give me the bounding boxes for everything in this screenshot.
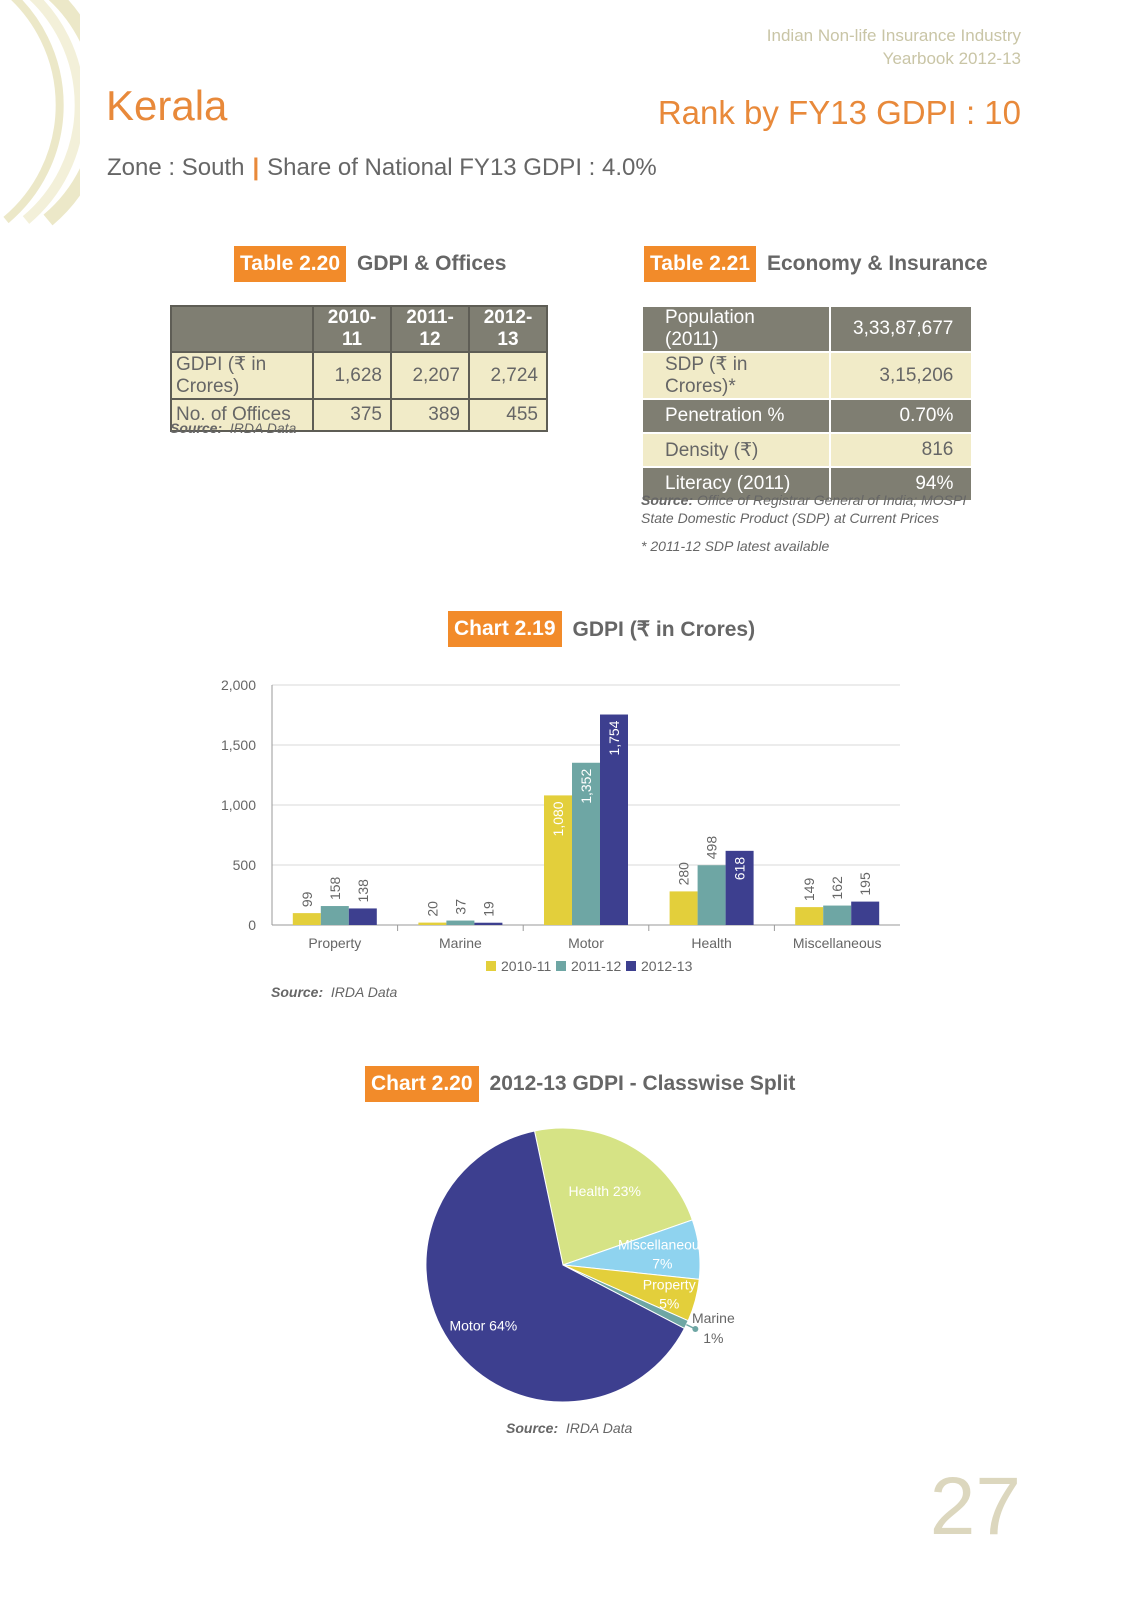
pie-label: 5% bbox=[659, 1295, 680, 1312]
footnote: * 2011-12 SDP latest available bbox=[641, 538, 830, 554]
bar bbox=[851, 902, 879, 925]
bar bbox=[446, 921, 474, 925]
chart-bar-caption bbox=[448, 611, 755, 647]
table-gdpi-header-row bbox=[171, 306, 547, 352]
pie-label: Motor 64% bbox=[449, 1317, 518, 1334]
zone-line bbox=[107, 154, 657, 182]
bar-data-label: 20 bbox=[424, 901, 441, 917]
header-line-2: Yearbook 2012-13 bbox=[882, 49, 1021, 68]
y-tick-label: 1,000 bbox=[220, 797, 256, 813]
table-gdpi-header-cell: 2011-12 bbox=[391, 306, 469, 352]
bar-data-label: 19 bbox=[480, 901, 497, 917]
table-gdpi-caption bbox=[234, 246, 506, 282]
bar-data-label: 149 bbox=[801, 877, 818, 902]
table-cell: 94% bbox=[830, 467, 972, 501]
y-tick-label: 500 bbox=[232, 857, 256, 873]
decorative-arcs bbox=[0, 0, 80, 230]
x-category-label: Motor bbox=[568, 935, 604, 951]
table-row bbox=[642, 399, 972, 433]
bar-data-label: 37 bbox=[452, 898, 469, 915]
chart-pie-caption bbox=[365, 1066, 795, 1102]
table-cell: 2,724 bbox=[469, 352, 547, 399]
source-label: Source: bbox=[170, 420, 223, 436]
table-gdpi bbox=[170, 305, 548, 432]
chart-bar-tag: Chart 2.19 bbox=[448, 611, 562, 647]
table-row bbox=[171, 352, 547, 399]
table-cell: 455 bbox=[469, 399, 547, 431]
table-cell: 389 bbox=[391, 399, 469, 431]
table-cell: 2,207 bbox=[391, 352, 469, 399]
pie-label: Miscellaneous bbox=[617, 1236, 707, 1253]
table-cell: Literacy (2011) bbox=[642, 467, 830, 501]
running-header bbox=[767, 24, 1021, 70]
gdpi-bar-chart bbox=[0, 660, 1139, 990]
pie-label: Health 23% bbox=[568, 1182, 641, 1199]
bar bbox=[698, 865, 726, 925]
table-economy-tag: Table 2.21 bbox=[644, 246, 756, 282]
bar-data-label: 1,080 bbox=[550, 801, 566, 837]
table-cell: 1,628 bbox=[313, 352, 391, 399]
table-gdpi-header-cell: 2010-11 bbox=[313, 306, 391, 352]
table-row bbox=[642, 306, 972, 352]
table-gdpi-title: GDPI & Offices bbox=[357, 252, 507, 275]
table-gdpi-tag: Table 2.20 bbox=[234, 246, 346, 282]
bar-data-label: 162 bbox=[829, 876, 846, 900]
bar-data-label: 138 bbox=[354, 879, 371, 903]
table-economy-caption bbox=[644, 246, 988, 282]
bar-data-label: 1,754 bbox=[606, 720, 622, 756]
pie-label: Property bbox=[642, 1276, 696, 1293]
x-category-label: Health bbox=[691, 935, 732, 951]
bar-data-label: 1,352 bbox=[578, 768, 594, 804]
source-text-1: Office of Registrar General of India; MOSPI bbox=[697, 492, 967, 508]
bar bbox=[321, 906, 349, 925]
source-label: Source: bbox=[271, 984, 324, 1000]
bar-data-label: 498 bbox=[703, 835, 720, 860]
source-label: Source: bbox=[641, 492, 694, 508]
bar bbox=[349, 908, 377, 925]
table-cell: Penetration % bbox=[642, 399, 830, 433]
chart-bar-source bbox=[271, 984, 397, 1000]
bar-data-label: 618 bbox=[731, 856, 748, 881]
chart-pie-source bbox=[506, 1420, 632, 1436]
bar bbox=[823, 906, 851, 925]
legend-swatch bbox=[486, 961, 496, 971]
x-category-label: Property bbox=[308, 935, 362, 951]
legend-label: 2011-12 bbox=[571, 958, 622, 974]
table-cell: No. of Offices bbox=[171, 399, 313, 431]
table-gdpi-header-cell bbox=[171, 306, 313, 352]
source-text: IRDA Data bbox=[565, 1420, 633, 1436]
table-row bbox=[642, 433, 972, 467]
zone-text: Zone : South bbox=[107, 154, 245, 181]
legend-label: 2010-11 bbox=[501, 958, 552, 974]
pie-label: Marine bbox=[691, 1309, 735, 1326]
table-gdpi-source bbox=[170, 420, 296, 436]
bar bbox=[418, 923, 446, 925]
y-tick-label: 1,500 bbox=[220, 737, 256, 753]
table-cell: Density (₹) bbox=[642, 433, 830, 467]
y-tick-label: 0 bbox=[248, 917, 256, 933]
table-economy bbox=[641, 305, 973, 502]
source-text-2: State Domestic Product (SDP) at Current Prices bbox=[641, 510, 939, 526]
bar-data-label: 280 bbox=[675, 862, 692, 886]
state-title: Kerala bbox=[106, 82, 228, 129]
bar bbox=[795, 907, 823, 925]
bar bbox=[474, 923, 502, 925]
x-category-label: Marine bbox=[439, 935, 482, 951]
table-cell: SDP (₹ in Crores)* bbox=[642, 352, 830, 399]
table-cell: 3,33,87,677 bbox=[830, 306, 972, 352]
bar bbox=[670, 891, 698, 925]
x-category-label: Miscellaneous bbox=[792, 935, 882, 951]
chart-bar-title: GDPI (₹ in Crores) bbox=[572, 617, 756, 641]
table-cell: GDPI (₹ in Crores) bbox=[171, 352, 313, 399]
table-cell: 816 bbox=[830, 433, 972, 467]
page-number: 27 bbox=[929, 1461, 1021, 1552]
header-line-1: Indian Non-life Insurance Industry bbox=[766, 26, 1021, 45]
table-economy-source bbox=[641, 491, 966, 555]
table-economy-title: Economy & Insurance bbox=[767, 252, 988, 275]
y-tick-label: 2,000 bbox=[220, 677, 256, 693]
pie-label: 1% bbox=[703, 1329, 724, 1346]
pie-leader-dot bbox=[692, 1326, 698, 1332]
legend-swatch bbox=[626, 961, 636, 971]
source-text: IRDA Data bbox=[229, 420, 297, 436]
zone-separator: | bbox=[252, 154, 260, 181]
rank-text: Rank by FY13 GDPI : 10 bbox=[657, 94, 1021, 131]
share-text: Share of National FY13 GDPI : 4.0% bbox=[267, 154, 657, 181]
bar-data-label: 158 bbox=[326, 876, 343, 901]
pie-label: 7% bbox=[652, 1255, 673, 1272]
classwise-pie-chart bbox=[380, 1120, 800, 1410]
table-cell: 3,15,206 bbox=[830, 352, 972, 399]
table-cell: 0.70% bbox=[830, 399, 972, 433]
source-text: IRDA Data bbox=[330, 984, 398, 1000]
bar bbox=[293, 913, 321, 925]
table-cell: Population (2011) bbox=[642, 306, 830, 352]
legend-label: 2012-13 bbox=[641, 958, 693, 974]
table-row bbox=[642, 352, 972, 399]
chart-pie-title: 2012-13 GDPI - Classwise Split bbox=[489, 1072, 796, 1095]
table-cell: 375 bbox=[313, 399, 391, 431]
legend-swatch bbox=[556, 961, 566, 971]
source-label: Source: bbox=[506, 1420, 559, 1436]
chart-pie-tag: Chart 2.20 bbox=[365, 1066, 479, 1102]
bar-data-label: 195 bbox=[857, 872, 874, 896]
table-gdpi-header-cell: 2012-13 bbox=[469, 306, 547, 352]
bar-data-label: 99 bbox=[298, 891, 315, 908]
